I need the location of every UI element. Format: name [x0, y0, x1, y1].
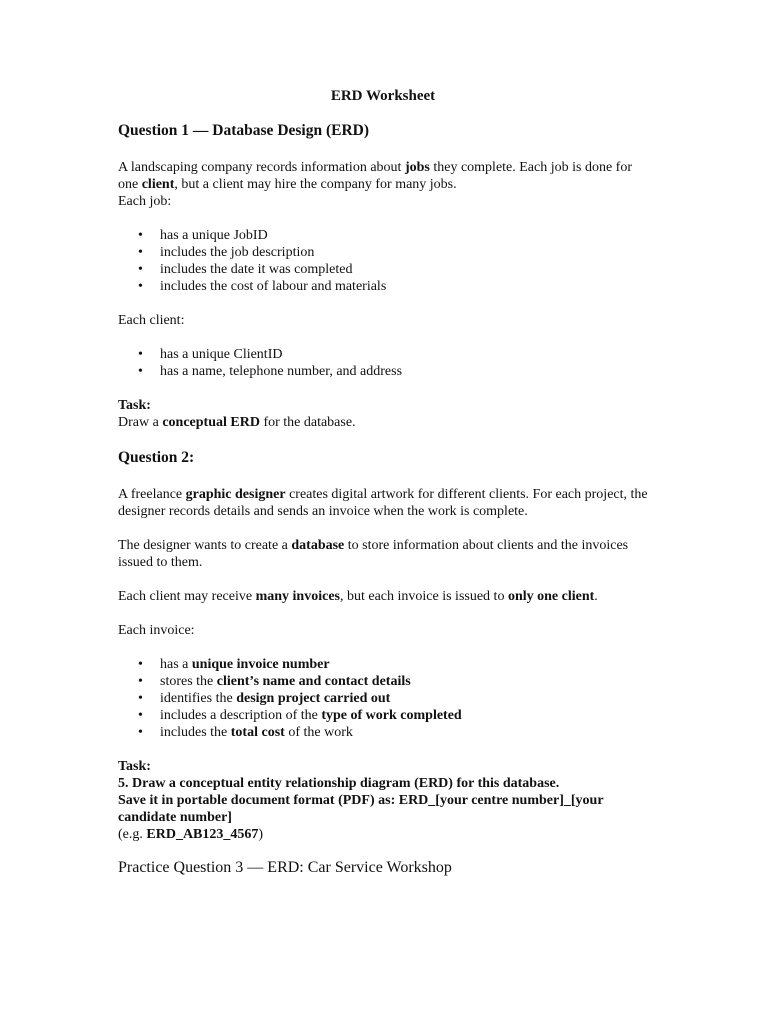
list-item-text: of the work: [284, 725, 353, 740]
job-list: [118, 227, 648, 295]
task-line-1-text: 5. Draw a conceptual entity relationship diagram (ERD) for this database.: [118, 776, 560, 791]
bullet: •: [138, 691, 143, 706]
bullet: •: [138, 347, 143, 362]
p2-text-2: to store information about clients and the invoices issued to them.: [118, 538, 629, 570]
intro-bold-jobs: jobs: [404, 160, 430, 175]
task-text-2: for the database.: [259, 415, 356, 430]
each-invoice-label: Each invoice:: [118, 623, 195, 638]
p3-text-3: .: [594, 589, 598, 604]
task-text-1: Draw a: [118, 415, 163, 430]
question-2-paragraph-1: [118, 486, 648, 520]
list-item: [138, 261, 648, 278]
question-1-task: [118, 414, 648, 431]
question-1-intro: [118, 159, 648, 193]
list-item-text: has a name, telephone number, and address: [160, 364, 403, 379]
bullet: •: [138, 262, 143, 277]
list-item-bold: client’s name and contact details: [216, 674, 411, 689]
intro-text-3: , but a client may hire the company for many jobs.: [174, 177, 457, 192]
list-item: [138, 363, 648, 380]
list-item-text: includes the: [160, 725, 231, 740]
bullet: •: [138, 364, 143, 379]
task-line-2-text: Save it in portable document format (PDF) as: ERD_[your centre number]_[your candidate number]: [118, 793, 604, 825]
list-item: [138, 690, 648, 707]
list-item-text: has a: [160, 657, 192, 672]
list-item-text: includes a description of the: [160, 708, 322, 723]
p3-bold-2: only one client: [507, 589, 595, 604]
example-bold: ERD_AB123_4567: [146, 827, 259, 842]
bullet: •: [138, 228, 143, 243]
question-2-paragraph-2: [118, 537, 648, 571]
page-title: ERD Worksheet: [330, 88, 436, 104]
practice-question-3-heading: Practice Question 3 — ERD: Car Service Workshop: [118, 859, 452, 876]
bullet: •: [138, 708, 143, 723]
list-item-bold: design project carried out: [236, 691, 391, 706]
task-bold: conceptual ERD: [162, 415, 260, 430]
list-item: [138, 673, 648, 690]
list-item: [138, 656, 648, 673]
p3-text-1: Each client may receive: [118, 589, 256, 604]
list-item: [138, 707, 648, 724]
p1-text-1: A freelance: [118, 487, 186, 502]
list-item-text: includes the cost of labour and materials: [160, 279, 387, 294]
invoice-list: [118, 656, 648, 741]
bullet: •: [138, 279, 143, 294]
question-2-heading: Question 2:: [118, 449, 195, 466]
question-2-example: [118, 826, 648, 843]
example-text-1: (e.g.: [118, 827, 147, 842]
p2-text-1: The designer wants to create a: [118, 538, 292, 553]
list-item-bold: unique invoice number: [191, 657, 330, 672]
p3-bold-1: many invoices: [255, 589, 340, 604]
question-2-task-line-1: [118, 775, 648, 792]
question-1-heading: Question 1 — Database Design (ERD): [118, 122, 370, 139]
p1-text-2: creates digital artwork for different clients. For each project, the designer records details and sends an invoice when the work is complete.: [118, 487, 648, 519]
list-item-bold: type of work completed: [321, 708, 462, 723]
bullet: •: [138, 657, 143, 672]
list-item-text: stores the: [160, 674, 217, 689]
list-item-text: has a unique JobID: [160, 228, 268, 243]
each-client-label: Each client:: [118, 313, 185, 328]
intro-text-1: A landscaping company records information about: [118, 160, 405, 175]
question-2-task-line-2: [118, 792, 648, 826]
p2-bold: database: [291, 538, 345, 553]
worksheet-page: [118, 86, 648, 878]
intro-text-2: they complete. Each job is done for one: [118, 160, 633, 192]
intro-bold-client: client: [141, 177, 175, 192]
p3-text-2: , but each invoice is issued to: [339, 589, 508, 604]
list-item: [138, 244, 648, 261]
bullet: •: [138, 725, 143, 740]
list-item-text: includes the job description: [160, 245, 315, 260]
list-item-text: includes the date it was completed: [160, 262, 353, 277]
list-item: [138, 724, 648, 741]
list-item: [138, 227, 648, 244]
question-2-task-label: Task:: [118, 759, 151, 774]
list-item-text: identifies the: [160, 691, 237, 706]
question-2-paragraph-3: [118, 588, 648, 605]
each-job-label: Each job:: [118, 194, 172, 209]
bullet: •: [138, 245, 143, 260]
question-1-task-label: Task:: [118, 398, 151, 413]
example-text-2: ): [258, 827, 264, 842]
list-item-bold: total cost: [230, 725, 285, 740]
client-list: [118, 346, 648, 380]
list-item-text: has a unique ClientID: [160, 347, 283, 362]
list-item: [138, 346, 648, 363]
list-item: [138, 278, 648, 295]
bullet: •: [138, 674, 143, 689]
p1-bold: graphic designer: [185, 487, 286, 502]
